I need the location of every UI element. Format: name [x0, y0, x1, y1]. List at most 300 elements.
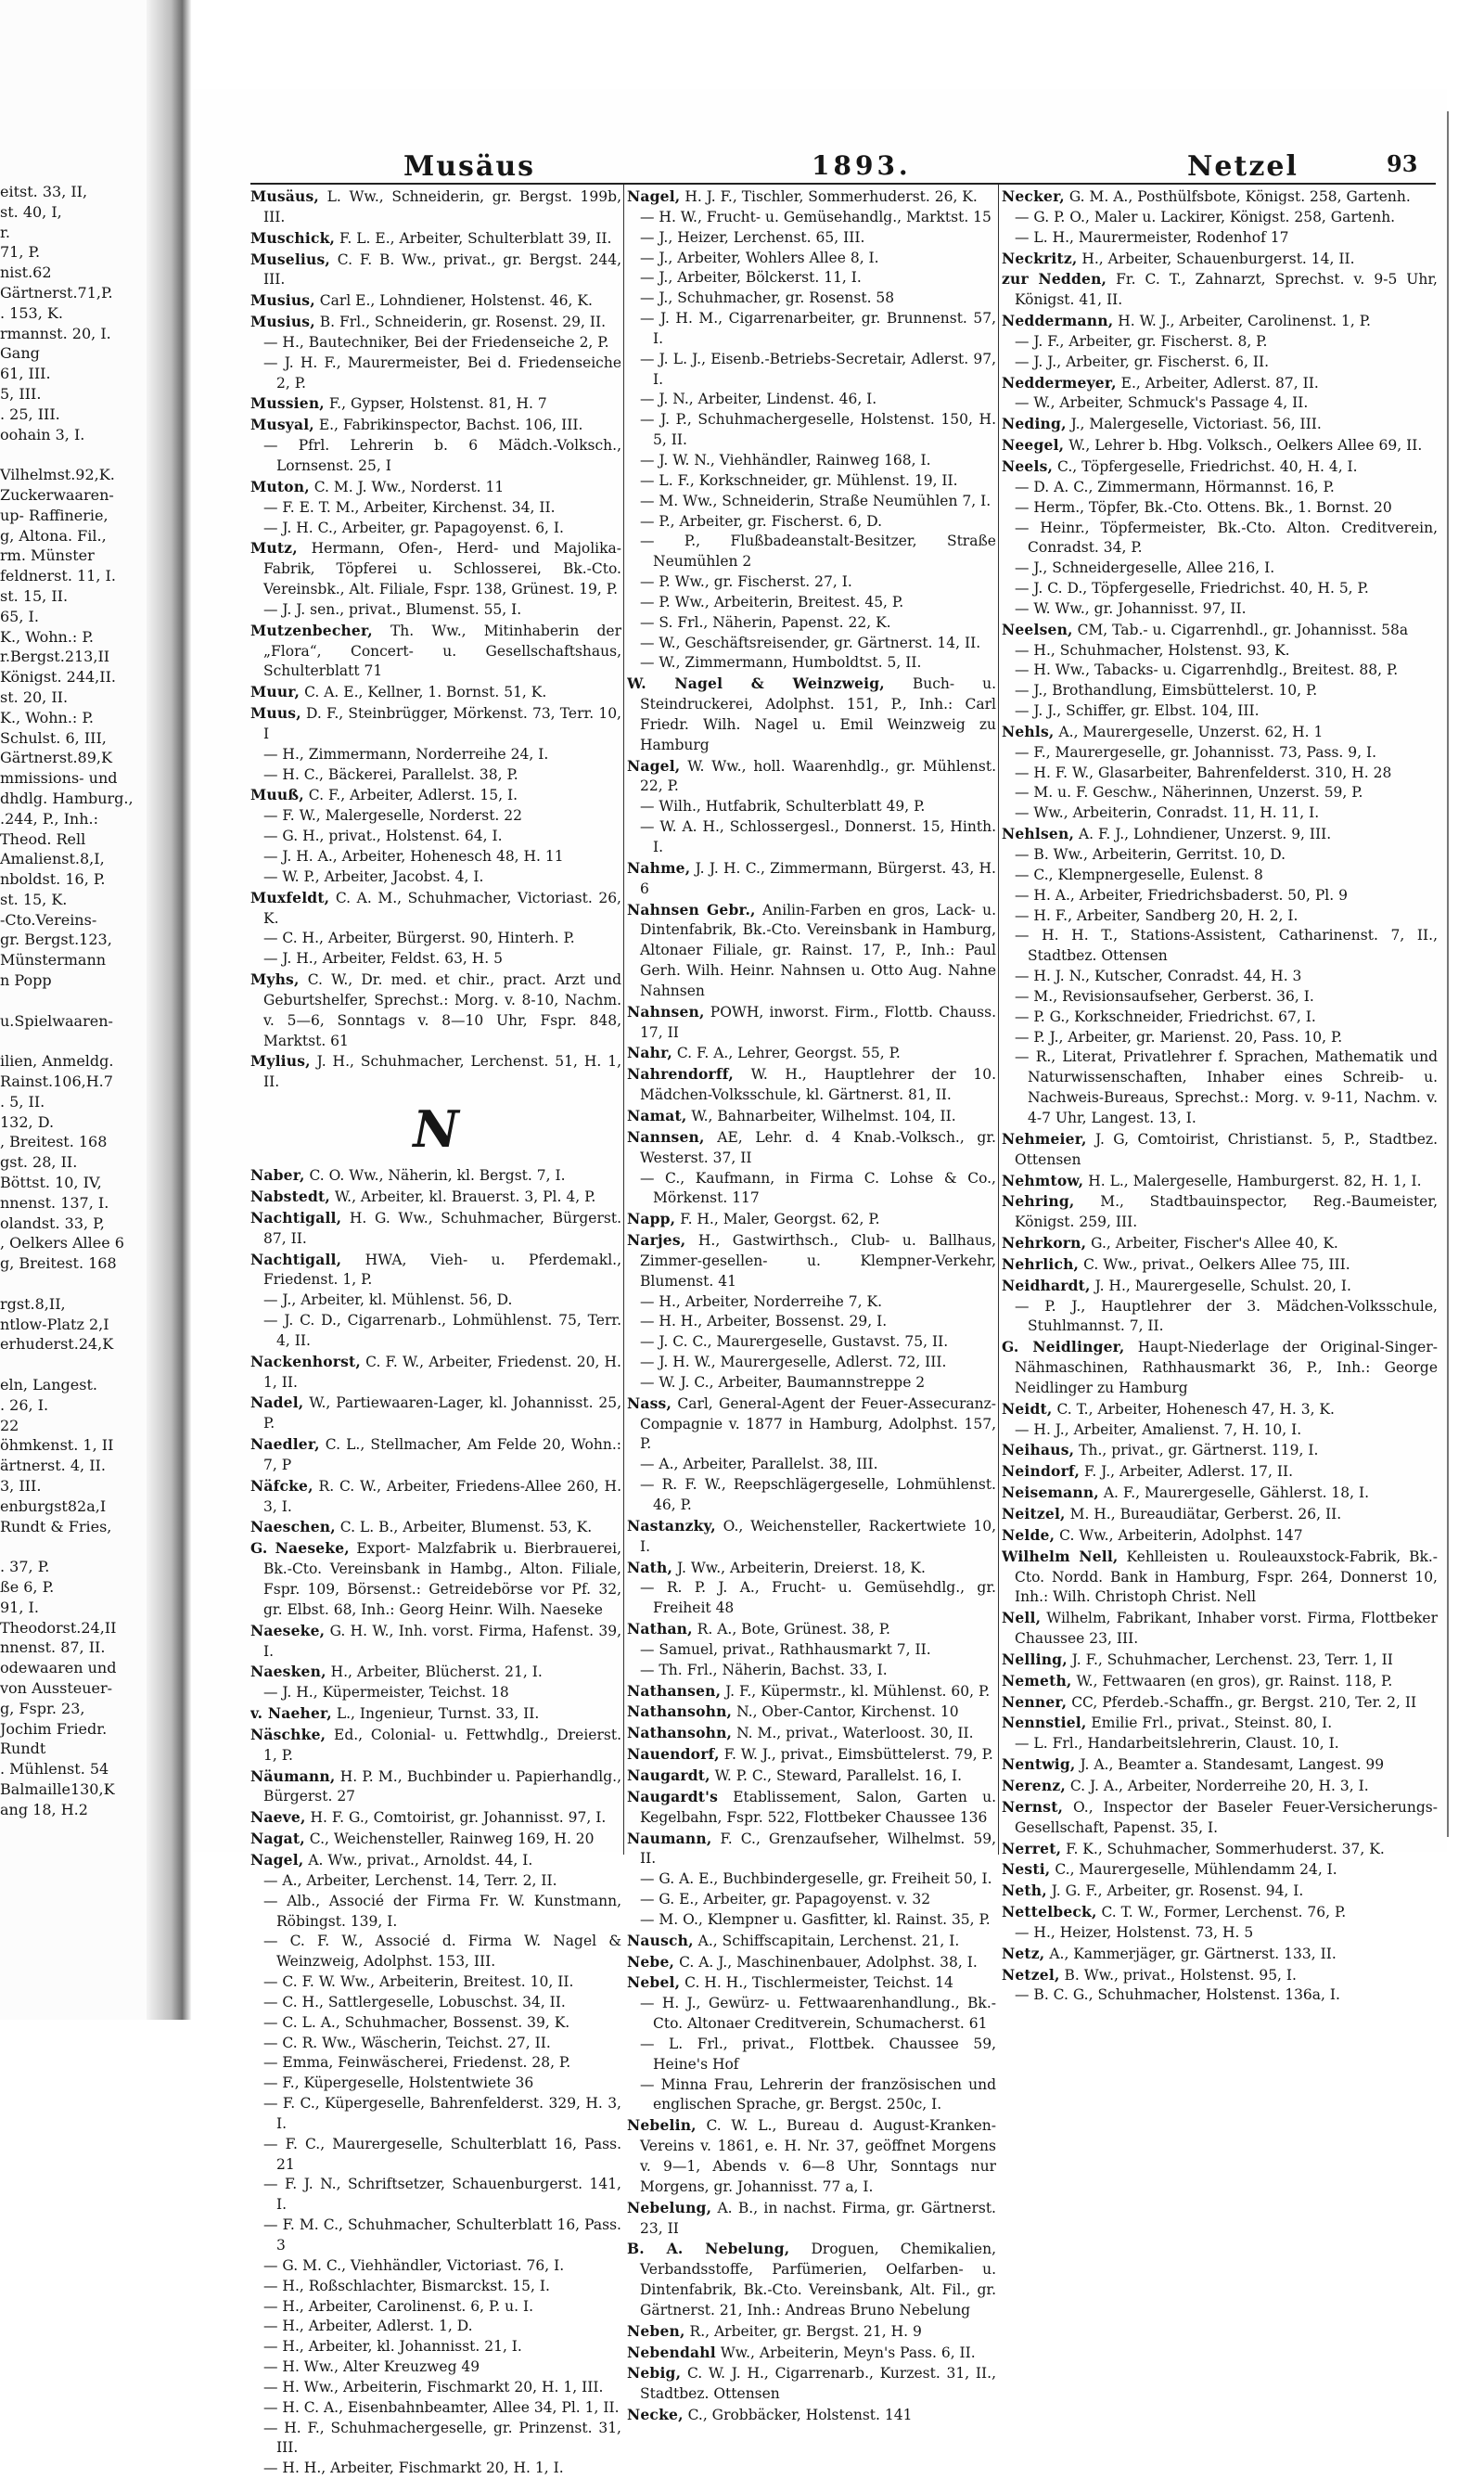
directory-entry: [627, 1766, 996, 1787]
directory-entry: [627, 1661, 996, 1681]
directory-entry: [627, 1787, 996, 1829]
directory-entry: [1002, 926, 1438, 967]
entry-details: H., Gastwirthsch., Club- u. Ballhaus, Zimmer-gesellen- u. Klempner-Verkehr, Blumenst. 41: [640, 1232, 996, 1290]
directory-entry: [627, 1723, 996, 1744]
entry-details: R. A., Bote, Grünest. 38, P.: [692, 1621, 890, 1638]
directory-entry: [627, 1931, 996, 1952]
entry-details: — J. C. D., Töpfergeselle, Friedrichst. 40, H. 5, P.: [1015, 580, 1369, 597]
directory-entry: [250, 538, 621, 600]
entry-surname: Nenner,: [1002, 1692, 1068, 1711]
entry-surname: Neding,: [1002, 415, 1067, 433]
entry-details: — S. Frl., Näherin, Papenst. 22, K.: [640, 613, 891, 631]
entry-surname: Mussien,: [250, 394, 325, 413]
entry-details: — G. H., privat., Holstenst. 64, I.: [263, 828, 503, 845]
entry-surname: Nebig,: [627, 2364, 682, 2383]
entry-details: J. F., Küpermstr., kl. Mühlenst. 60, P.: [721, 1682, 991, 1700]
entry-details: — J., Schuhmacher, gr. Rosenst. 58: [640, 289, 895, 307]
directory-entry: [250, 1538, 621, 1620]
previous-page-line: Theod. Rell: [0, 829, 86, 848]
entry-surname: Neihaus,: [1002, 1441, 1075, 1459]
entry-surname: Nathansen,: [627, 1681, 722, 1700]
entry-details: Droguen, Chemikalien, Verbandsstoffe, Parfümerien, Oelfarben- u. Dintenfabrik, Bk.-Cto. Vereinsbank, Alt. Fil., gr. Gärtnerst. 21, Inh.: Andreas Bruno Nebelung: [640, 2241, 996, 2318]
previous-page-line: -Cto.Vereins-: [0, 910, 97, 929]
entry-details: — H. J. N., Kutscher, Conradst. 44, H. 3: [1015, 968, 1302, 985]
directory-entry: [1002, 1047, 1438, 1128]
previous-page-line: Jochim Friedr.: [0, 1719, 108, 1738]
directory-entry: [250, 186, 621, 228]
entry-details: — P., Flußbadeanstalt-Besitzer, Straße Neumühlen 2: [640, 533, 996, 571]
entry-surname: Nesti,: [1002, 1860, 1051, 1879]
previous-page-line: ilien, Anmeldg.: [0, 1052, 114, 1071]
directory-entry: [627, 1952, 996, 1973]
entry-surname: Nannsen,: [627, 1127, 705, 1146]
previous-page-line: Balmaille130,K: [0, 1779, 115, 1798]
previous-page-line: . Mühlenst. 54: [0, 1760, 109, 1779]
entry-details: W. H., Hauptlehrer der 10. Mädchen-Volksschule, kl. Gärtnerst. 81, II.: [640, 1066, 996, 1104]
entry-surname: Neidhardt,: [1002, 1276, 1091, 1294]
previous-page-line: r.: [0, 223, 10, 241]
previous-page-line: Böttst. 10, IV,: [0, 1174, 102, 1192]
entry-details: G., Arbeiter, Fischer's Allee 40, K.: [1086, 1235, 1338, 1252]
directory-entry: [627, 1994, 996, 2035]
entry-details: F., Gypser, Holstenst. 81, H. 7: [324, 395, 547, 413]
entry-details: J. G. F., Arbeiter, gr. Rosenst. 94, I.: [1046, 1882, 1304, 1900]
directory-entry: [1002, 722, 1438, 743]
previous-page-line: rmannst. 20, I.: [0, 324, 111, 342]
header-right-catchword: Netzel: [1187, 150, 1298, 183]
entry-details: C. A. J., Maschinenbauer, Adolphst. 38, I.: [674, 1953, 978, 1971]
entry-details: F. C., Grenzaufseher, Wilhelmst. 59, II.: [640, 1830, 996, 1868]
entry-details: — Th. Frl., Näherin, Bachst. 33, I.: [640, 1661, 888, 1678]
entry-surname: Nathansohn,: [627, 1702, 733, 1721]
entry-surname: Nahnsen Gebr.,: [627, 900, 756, 918]
previous-page-line: rgst.8,II,: [0, 1294, 66, 1313]
directory-entry: [1002, 373, 1438, 394]
directory-entry: [250, 1311, 621, 1352]
previous-page-line: , Oelkers Allee 6: [0, 1234, 124, 1252]
previous-page-line: . 26, I.: [0, 1395, 49, 1414]
entry-details: — M., Revisionsaufseher, Gerberst. 36, I.: [1015, 987, 1314, 1005]
entry-details: Ww., Arbeiterin, Meyn's Pass. 6, II.: [715, 2344, 976, 2361]
directory-entry: [250, 1476, 621, 1518]
entry-details: C., Töpfergeselle, Friedrichst. 40, H. 4, I.: [1053, 457, 1358, 475]
entry-details: — M. O., Klempner u. Gasfitter, kl. Rainst. 35, P.: [640, 1910, 991, 1928]
directory-entry: [1002, 393, 1438, 414]
directory-entry: [627, 1869, 996, 1890]
previous-page-line: [0, 1274, 147, 1294]
directory-entry: [627, 208, 996, 228]
entry-surname: Nadel,: [250, 1394, 304, 1412]
entry-details: C. W. L., Bureau d. August-Kranken-Vereins v. 1861, e. H. Nr. 37, geöffnet Morgens v. 9—1, Abends v. 6—8 Uhr, Sonntags nur Morgens, gr. Johannisst. 77 a, I.: [640, 2117, 996, 2195]
entry-surname: Nahr,: [627, 1044, 672, 1062]
entry-surname: v. Naeher,: [250, 1704, 332, 1723]
directory-entry: [627, 572, 996, 593]
directory-entry: [1002, 1483, 1438, 1504]
directory-entry: [1002, 641, 1438, 661]
entry-details: J. G, Comtoirist, Christianst. 5, P., Stadtbez. Ottensen: [1015, 1130, 1438, 1168]
entry-details: C. T. W., Former, Lerchenst. 76, P.: [1096, 1904, 1347, 1921]
entry-details: W., Partiewaaren-Lager, kl. Johannisst. 25, P.: [263, 1394, 621, 1432]
entry-details: W., Lehrer b. Hbg. Volksch., Oelkers Allee 69, II.: [1064, 437, 1423, 455]
entry-details: — H., Arbeiter, Carolinenst. 6, P. u. I.: [263, 2297, 534, 2315]
directory-entry: [1002, 1923, 1438, 1944]
previous-page-line: gst. 28, II.: [0, 1153, 78, 1172]
entry-surname: Wilhelm Nell,: [1002, 1547, 1119, 1565]
previous-page-line: 132, D.: [0, 1112, 55, 1131]
entry-details: Anilin-Farben en gros, Lack- u. Dintenfabrik, Bk.-Cto. Vereinsbank in Hamburg, Altonaer Filiale, gr. Rainst. 17, P., Inh.: Paul Gerh. Wilh. Heinr. Nahnsen u. Otto Aug. Nahne Nahnsen: [640, 901, 996, 999]
directory-entry: [250, 333, 621, 353]
directory-entry: [250, 2277, 621, 2297]
entry-surname: Naugardt's: [627, 1787, 718, 1805]
entry-details: — B. Ww., Arbeiterin, Gerritst. 10, D.: [1015, 846, 1286, 863]
directory-entry: [250, 1208, 621, 1250]
directory-entry: [1002, 987, 1438, 1008]
directory-entry: [1002, 1504, 1438, 1525]
entry-details: — Ww., Arbeiterin, Conradst. 11, H. 11, I.: [1015, 804, 1320, 822]
previous-page-line: Schulst. 6, III,: [0, 728, 107, 747]
entry-surname: Nehls,: [1002, 722, 1055, 740]
entry-details: — A., Arbeiter, Parallelst. 38, III.: [640, 1456, 878, 1473]
entry-details: — H. J., Gewürz- u. Fettwaarenhandlung., Bk.-Cto. Altonaer Creditverein, Schumacherst. 61: [640, 1995, 996, 2033]
entry-surname: Nehrlich,: [1002, 1254, 1080, 1273]
directory-entry: [250, 2034, 621, 2054]
entry-details: Carl, General-Agent der Feuer-Assecuranz-Compagnie v. 1877 in Hamburg, Adolphst. 157, P.: [640, 1394, 996, 1453]
entry-surname: Nell,: [1002, 1609, 1042, 1627]
entry-details: Wilhelm, Fabrikant, Inhaber vorst. Firma, Flottbeker Chaussee 23, III.: [1015, 1610, 1438, 1648]
entry-surname: Neegel,: [1002, 436, 1065, 455]
entry-surname: Muuß,: [250, 786, 304, 804]
directory-entry: [627, 410, 996, 451]
entry-details: H. W. J., Arbeiter, Carolinenst. 1, P.: [1113, 313, 1371, 330]
directory-entry: [627, 1209, 996, 1230]
directory-entry: [627, 350, 996, 391]
entry-details: — R. P. J. A., Frucht- u. Gemüsehdlg., gr. Freiheit 48: [640, 1579, 996, 1617]
previous-page-line: Rainst.106,H.7: [0, 1073, 113, 1091]
entry-details: W., Arbeiter, kl. Brauerst. 3, Pl. 4, P.: [330, 1188, 596, 1205]
entry-details: — H. H., Arbeiter, Fischmarkt 20, H. 1, I.: [263, 2460, 564, 2477]
directory-entry: [250, 1993, 621, 2013]
directory-entry: [627, 1394, 996, 1456]
entry-details: — R. F. W., Reepschlägergeselle, Lohmühlenst. 46, P.: [640, 1476, 996, 1513]
entry-details: E., Fabrikinspector, Bachst. 106, III.: [313, 417, 583, 434]
directory-entry: [250, 250, 621, 291]
header-year: 1893.: [812, 150, 912, 181]
directory-entry: [627, 1702, 996, 1723]
entry-details: — H. Ww., Arbeiterin, Fischmarkt 20, H. 1, III.: [263, 2378, 604, 2396]
directory-entry: [250, 2013, 621, 2034]
entry-surname: Nennstiel,: [1002, 1714, 1087, 1732]
entry-details: — L. Frl., Handarbeitslehrerin, Claust. 10, I.: [1015, 1735, 1339, 1753]
directory-entry: [627, 2321, 996, 2343]
entry-details: A., Kammerjäger, gr. Gärtnerst. 133, II.: [1044, 1945, 1337, 1962]
previous-page-line: . 37, P.: [0, 1558, 50, 1576]
entry-details: — H., Arbeiter, kl. Johannisst. 21, I.: [263, 2338, 522, 2356]
directory-entry: [627, 2363, 996, 2405]
entry-details: — M. Ww., Schneiderin, Straße Neumühlen 7, I.: [640, 492, 991, 509]
directory-entry: [1002, 743, 1438, 764]
previous-page-line: .244, P., Inh.:: [0, 809, 98, 828]
entry-details: C. A. M., Schuhmacher, Victoriast. 26, K.: [263, 889, 621, 927]
entry-surname: Naber,: [250, 1166, 305, 1185]
directory-entry: [627, 1910, 996, 1931]
directory-entry: [627, 2115, 996, 2197]
directory-entry: [627, 1455, 996, 1475]
entry-details: — H. F. W., Glasarbeiter, Bahrenfelderst. 310, H. 28: [1015, 764, 1392, 781]
entry-details: M., Stadtbauinspector, Reg.-Baumeister, Königst. 259, III.: [1015, 1193, 1438, 1231]
directory-entry: [1002, 1965, 1438, 1986]
directory-entry: [250, 765, 621, 786]
directory-entry: [250, 1187, 621, 1208]
entry-surname: Nelling,: [1002, 1650, 1068, 1668]
entry-details: H., Arbeiter, Blücherst. 21, I.: [326, 1663, 543, 1681]
directory-entry: [1002, 1776, 1438, 1797]
entry-details: — J., Brothandlung, Eimsbüttelerst. 10, P.: [1015, 682, 1318, 700]
directory-entry: [1002, 186, 1438, 208]
directory-entry: [627, 674, 996, 755]
entry-details: — C. H., Sattlergeselle, Lobuschst. 34, II.: [263, 1993, 566, 2010]
entry-details: J., Malergeselle, Victoriast. 56, III.: [1066, 416, 1322, 433]
entry-details: — J., Arbeiter, Bölckerst. 11, I.: [640, 269, 862, 287]
entry-details: H. J. F., Tischler, Sommerhuderst. 26, K.: [680, 188, 978, 205]
entry-details: G. H. W., Inh. vorst. Firma, Hafenst. 39, I.: [263, 1622, 621, 1660]
directory-entry: [250, 2053, 621, 2074]
directory-entry: [1002, 1547, 1438, 1609]
directory-entry: [250, 785, 621, 806]
section-letter-heading: N: [413, 1099, 459, 1160]
entry-details: W., Bahnarbeiter, Wilhelmst. 104, II.: [686, 1107, 956, 1124]
previous-page-line: Amalienst.8,I,: [0, 850, 105, 868]
entry-surname: G. Naeseke,: [250, 1539, 350, 1558]
entry-surname: Neth,: [1002, 1882, 1047, 1900]
directory-entry: [627, 1169, 996, 1210]
entry-surname: Naedler,: [250, 1435, 320, 1454]
entry-details: R., Arbeiter, gr. Bergst. 21, H. 9: [684, 2322, 922, 2340]
entry-surname: Necker,: [1002, 187, 1065, 205]
directory-entry: [627, 1002, 996, 1044]
entry-details: C. F. W., Arbeiter, Friedenst. 20, H. 1, II.: [263, 1353, 621, 1391]
directory-entry: [250, 415, 621, 436]
directory-entry: [250, 477, 621, 498]
entry-surname: Myhs,: [250, 970, 300, 989]
entry-details: — H. H. T., Stations-Assistent, Catharinenst. 7, II., Stadtbez. Ottensen: [1015, 927, 1438, 965]
directory-column-3: [1002, 186, 1438, 2006]
entry-surname: Nerret,: [1002, 1839, 1062, 1857]
entry-details: M. H., Bureaudiätar, Gerberst. 26, II.: [1065, 1506, 1342, 1522]
entry-surname: Muschick,: [250, 228, 336, 247]
entry-details: — G. A. E., Buchbindergeselle, gr. Freiheit 50, I.: [640, 1870, 992, 1888]
entry-details: — G. E., Arbeiter, gr. Papagoyenst. v. 32: [640, 1891, 931, 1908]
previous-page-line: K., Wohn.: P.: [0, 708, 94, 726]
entry-details: — H. W., Frucht- u. Gemüsehandlg., Marktst. 15: [640, 208, 991, 225]
entry-details: — W. P., Arbeiter, Jacobst. 4, I.: [263, 867, 484, 885]
entry-details: — H. Ww., Tabacks- u. Cigarrenhdlg., Breitest. 88, P.: [1015, 661, 1399, 679]
entry-details: — H. A., Arbeiter, Friedrichsbaderst. 50, Pl. 9: [1015, 886, 1348, 904]
directory-entry: [1002, 559, 1438, 579]
entry-details: Emilie Frl., privat., Steinst. 80, I.: [1086, 1715, 1333, 1732]
entry-surname: Nagat,: [250, 1830, 305, 1848]
previous-page-line: . 153, K.: [0, 303, 63, 322]
directory-entry: [627, 1127, 996, 1169]
previous-page-line: Zuckerwaaren-: [0, 485, 114, 504]
previous-page-line: 65, I.: [0, 607, 39, 625]
entry-details: — J., Schneidergeselle, Allee 216, I.: [1015, 559, 1275, 577]
directory-entry: [1002, 228, 1438, 249]
directory-entry: [627, 634, 996, 654]
entry-details: C. F., Arbeiter, Adlerst. 15, I.: [303, 787, 518, 804]
entry-details: — J. J., Arbeiter, gr. Fischerst. 6, II.: [1015, 353, 1270, 370]
directory-entry: [250, 621, 621, 683]
directory-entry: [627, 1890, 996, 1910]
directory-entry: [250, 1165, 621, 1187]
entry-details: B. Ww., privat., Holstenst. 95, I.: [1059, 1966, 1297, 1984]
entry-surname: Mutzenbecher,: [250, 621, 373, 639]
directory-entry: [1002, 967, 1438, 987]
entry-surname: Neidt,: [1002, 1399, 1053, 1418]
entry-surname: Nehrkorn,: [1002, 1234, 1087, 1252]
entry-surname: Nausch,: [627, 1931, 694, 1949]
directory-entry: [250, 1352, 621, 1394]
directory-entry: [250, 1621, 621, 1663]
directory-entry: [1002, 1671, 1438, 1692]
directory-entry: [1002, 353, 1438, 373]
directory-entry: [1002, 1420, 1438, 1441]
entry-details: — H. H., Arbeiter, Bossenst. 29, I.: [640, 1313, 888, 1330]
directory-entry: [250, 2337, 621, 2357]
directory-entry: [627, 512, 996, 533]
entry-details: — H. F., Schuhmachergeselle, gr. Prinzenst. 31, III.: [263, 2419, 621, 2457]
directory-entry: [250, 682, 621, 703]
directory-entry: [250, 703, 621, 745]
entry-surname: Naumann,: [627, 1829, 712, 1847]
previous-page-line: st. 40, I,: [0, 202, 62, 221]
directory-entry: [1002, 620, 1438, 641]
directory-entry: [1002, 478, 1438, 498]
entry-details: E., Arbeiter, Adlerst. 87, II.: [1116, 374, 1319, 392]
previous-page-line: gr. Bergst.123,: [0, 931, 112, 949]
entry-details: A., Schiffscapitain, Lerchenst. 21, I.: [693, 1932, 960, 1949]
entry-surname: Nehlsen,: [1002, 825, 1075, 843]
directory-entry: [1002, 845, 1438, 866]
directory-entry: [627, 2239, 996, 2320]
previous-page-line: 5, III.: [0, 384, 42, 403]
previous-page-line: 22: [0, 1416, 19, 1434]
entry-details: J. H., Schuhmacher, Lerchenst. 51, H. 1, II.: [263, 1053, 621, 1091]
previous-page-line: st. 15, II.: [0, 586, 69, 605]
entry-details: — J. L. J., Eisenb.-Betriebs-Secretair, Adlerst. 97, I.: [640, 350, 996, 388]
previous-page-line: [0, 444, 147, 465]
directory-entry: [627, 756, 996, 798]
entry-details: — P. J., Hauptlehrer der 3. Mädchen-Volksschule, Stuhlmannst. 7, II.: [1015, 1297, 1438, 1335]
entry-details: W., Fettwaaren (en gros), gr. Rainst. 118, P.: [1071, 1672, 1393, 1689]
entry-details: Export- Malzfabrik u. Bierbrauerei, Bk.-Cto. Vereinsbank in Hambg., Alton. Filiale, Fspr. 109, Börsenst.: Getreidebörse vor Pf. 32, gr. Elbst. 68, Inh.: Georg Heinr. Wilh. Naeseke: [263, 1540, 621, 1618]
directory-entry: [627, 1972, 996, 1994]
entry-details: HWA, Vieh- u. Pferdemakl., Friedenst. 1, P.: [263, 1251, 621, 1289]
page-edge: [1447, 111, 1449, 1837]
book-spine: [147, 0, 191, 2020]
entry-details: C. F. B. Ww., privat., gr. Bergst. 244, III.: [263, 250, 621, 289]
directory-entry: [627, 2343, 996, 2364]
directory-entry: [250, 2094, 621, 2135]
directory-entry: [250, 827, 621, 847]
entry-details: Fr. C. T., Zahnarzt, Sprechst. v. 9-5 Uhr, Königst. 41, II.: [1015, 271, 1438, 309]
entry-details: — Samuel, privat., Rathhausmarkt 7, II.: [640, 1640, 931, 1658]
running-head: [255, 150, 1433, 182]
directory-entry: [250, 1871, 621, 1892]
directory-entry: [1002, 579, 1438, 599]
directory-entry: [250, 1393, 621, 1434]
directory-entry: [627, 2198, 996, 2240]
directory-entry: [250, 1892, 621, 1933]
directory-entry: [627, 2405, 996, 2426]
entry-surname: Muxfeldt,: [250, 888, 330, 906]
directory-entry: [627, 451, 996, 471]
entry-details: L. Ww., Schneiderin, gr. Bergst. 199b, III.: [263, 188, 621, 225]
entry-details: — J. H. C., Arbeiter, gr. Papagoyenst. 6, I.: [263, 519, 564, 536]
previous-page-line: u.Spielwaaren-: [0, 1011, 113, 1030]
directory-entry: [1002, 803, 1438, 824]
previous-page-line: feldnerst. 11, I.: [0, 567, 116, 585]
entry-surname: Musius,: [250, 313, 315, 331]
previous-page-line: Gang: [0, 344, 40, 363]
directory-entry: [250, 2357, 621, 2378]
entry-details: — D. A. C., Zimmermann, Hörmannst. 16, P.: [1015, 478, 1335, 495]
entry-surname: Nebe,: [627, 1952, 675, 1971]
directory-entry: [250, 1766, 621, 1808]
directory-entry: [1002, 456, 1438, 478]
directory-entry: [250, 290, 621, 312]
directory-entry: [1002, 1337, 1438, 1399]
entry-surname: Neddermann,: [1002, 312, 1114, 330]
directory-entry: [1002, 1254, 1438, 1276]
entry-details: — H., Zimmermann, Norderreihe 24, I.: [263, 745, 549, 763]
header-left-catchword: Musäus: [403, 150, 536, 183]
entry-details: — H., Heizer, Holstenst. 73, H. 5: [1015, 1923, 1254, 1941]
entry-surname: Neelsen,: [1002, 620, 1073, 638]
directory-entry: [250, 847, 621, 867]
entry-surname: Neels,: [1002, 456, 1054, 475]
directory-entry: [1002, 1754, 1438, 1776]
entry-details: — J. H. F., Maurermeister, Bei d. Friedenseiche 2, P.: [263, 353, 621, 392]
entry-details: A. Ww., privat., Arnoldst. 44, I.: [303, 1851, 533, 1869]
previous-page-line: ße 6, P.: [0, 1577, 55, 1596]
previous-page-line: dhdlg. Hamburg.,: [0, 789, 134, 807]
entry-details: J. F., Schuhmacher, Lerchenst. 23, Terr. 1, II: [1067, 1651, 1393, 1668]
entry-surname: B. A. Nebelung,: [627, 2240, 790, 2258]
entry-details: — H., Bautechniker, Bei der Friedenseiche 2, P.: [263, 333, 609, 351]
entry-details: C. J. A., Arbeiter, Norderreihe 20, H. 3, I.: [1065, 1777, 1369, 1794]
previous-page-line: [0, 1031, 147, 1051]
entry-details: — C. L. A., Schuhmacher, Bossenst. 39, K.: [263, 2013, 570, 2031]
entry-surname: Neddermeyer,: [1002, 373, 1117, 392]
directory-entry: [627, 1475, 996, 1516]
directory-entry: [627, 390, 996, 410]
directory-entry: [250, 498, 621, 519]
entry-surname: Nagel,: [627, 756, 681, 775]
directory-entry: [627, 797, 996, 817]
directory-entry: [627, 1829, 996, 1870]
entry-details: A. F. J., Lohndiener, Unzerst. 9, III.: [1074, 826, 1332, 843]
directory-entry: [1002, 866, 1438, 886]
directory-entry: [1002, 414, 1438, 435]
directory-entry: [627, 309, 996, 350]
entry-details: Hermann, Ofen-, Herd- und Majolika-Fabrik, Töpferei u. Schlosserei, Bk.-Cto. Vereinsbk., Alt. Filiale, Fspr. 138, Grünest. 19, P.: [263, 540, 621, 598]
entry-surname: Neitzel,: [1002, 1505, 1066, 1522]
entry-surname: Naeschen,: [250, 1518, 336, 1536]
previous-page-line: mmissions- und: [0, 769, 118, 788]
entry-details: F. W. J., privat., Eimsbüttelerst. 79, P.: [719, 1746, 993, 1764]
entry-details: C. O. Ww., Näherin, kl. Bergst. 7, I.: [304, 1167, 566, 1185]
entry-details: — J. C. C., Maurergeselle, Gustavst. 75, II.: [640, 1333, 949, 1351]
